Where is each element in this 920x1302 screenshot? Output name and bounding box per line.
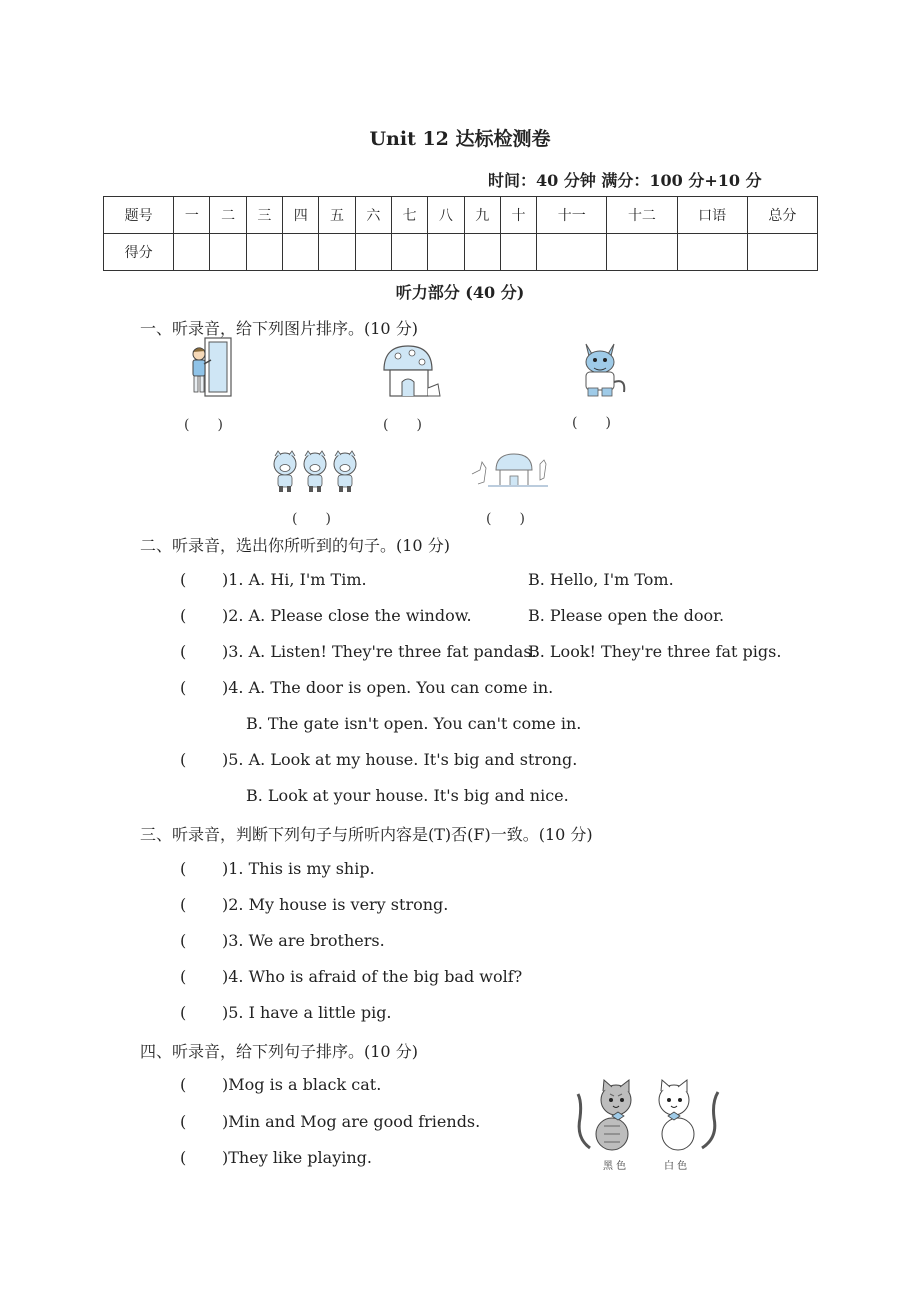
two-cats-icon [574,1078,724,1154]
score-label-cell: 得分 [104,234,174,271]
answer-paren[interactable]: ( [180,1148,187,1167]
s3-q5: )5. I have a little pig. [222,1003,392,1022]
score-header-cell: 一 [174,197,210,234]
score-input-cell[interactable] [391,234,427,271]
score-input-cell[interactable] [677,234,747,271]
score-header-cell: 三 [246,197,282,234]
section2-heading: 二、听录音，选出你所听到的句子。(10 分) [140,536,450,555]
s2-q4-option-a: )4. A. The door is open. You can come in. [222,678,554,697]
s2-q5-option-a: )5. A. Look at my house. It's big and strong. [222,750,578,769]
score-input-cell[interactable] [319,234,355,271]
s3-q4: )4. Who is afraid of the big bad wolf? [222,967,523,986]
s4-q2: )Min and Mog are good friends. [222,1112,481,1131]
answer-paren[interactable]: ( [180,1003,187,1022]
mushroom-house-icon [378,344,444,400]
score-input-cell[interactable] [500,234,536,271]
answer-paren[interactable]: ( [180,1075,187,1094]
answer-blank[interactable]: ( ) [383,417,422,433]
cat-black-caption: 黑 色 [603,1161,627,1172]
three-pigs-icon [270,448,360,494]
score-input-cell[interactable] [246,234,282,271]
wolf-icon [574,338,630,398]
s2-q3-option-a: )3. A. Listen! They're three fat pandas. [222,642,537,661]
answer-paren[interactable]: ( [180,859,187,878]
s2-q2-option-b: B. Please open the door. [528,606,725,625]
answer-blank[interactable]: ( ) [292,511,331,527]
score-header-cell: 四 [283,197,319,234]
section3-heading: 三、听录音，判断下列句子与所听内容是(T)否(F)一致。(10 分) [140,825,593,844]
score-input-cell[interactable] [607,234,677,271]
score-header-cell: 口语 [677,197,747,234]
listening-section-title: 听力部分 (40 分) [395,283,525,302]
score-input-cell[interactable] [747,234,817,271]
page-title: Unit 12 达标检测卷 [369,128,551,150]
score-header-cell: 题号 [104,197,174,234]
score-input-cell[interactable] [537,234,607,271]
answer-blank[interactable]: ( ) [486,511,525,527]
score-header-cell: 十 [500,197,536,234]
score-header-cell: 六 [355,197,391,234]
s4-q1: )Mog is a black cat. [222,1075,382,1094]
answer-paren[interactable]: ( [180,967,187,986]
score-header-cell: 十二 [607,197,677,234]
exam-meta: 时间：40 分钟 满分：100 分+10 分 [488,171,762,190]
s4-q3: )They like playing. [222,1148,372,1167]
score-input-cell[interactable] [283,234,319,271]
score-input-cell[interactable] [174,234,210,271]
score-input-cell[interactable] [464,234,500,271]
score-input-cell[interactable] [428,234,464,271]
s2-q5-option-b: B. Look at your house. It's big and nice. [246,786,569,805]
s2-q1-option-a: )1. A. Hi, I'm Tim. [222,570,367,589]
score-header-cell: 九 [464,197,500,234]
score-header-cell: 总分 [747,197,817,234]
s2-q4-option-b: B. The gate isn't open. You can't come in. [246,714,582,733]
score-header-cell: 五 [319,197,355,234]
answer-paren[interactable]: ( [180,750,187,769]
wolf-and-house-icon [468,450,554,492]
score-value-row [104,234,818,271]
score-header-cell: 二 [210,197,246,234]
answer-paren[interactable]: ( [180,1112,187,1131]
s3-q2: )2. My house is very strong. [222,895,449,914]
answer-blank[interactable]: ( ) [572,415,611,431]
answer-paren[interactable]: ( [180,895,187,914]
score-header-row [104,197,818,234]
cat-white-caption: 白 色 [664,1161,688,1172]
answer-paren[interactable]: ( [180,931,187,950]
answer-paren[interactable]: ( [180,642,187,661]
answer-paren[interactable]: ( [180,570,187,589]
score-table [103,196,818,271]
section1-heading: 一、听录音，给下列图片排序。(10 分) [140,319,418,338]
s3-q3: )3. We are brothers. [222,931,385,950]
answer-paren[interactable]: ( [180,606,187,625]
answer-blank[interactable]: ( ) [184,417,223,433]
score-input-cell[interactable] [355,234,391,271]
section4-heading: 四、听录音，给下列句子排序。(10 分) [140,1042,418,1061]
s2-q1-option-b: B. Hello, I'm Tom. [528,570,674,589]
score-header-cell: 七 [391,197,427,234]
s2-q3-option-b: B. Look! They're three fat pigs. [528,642,782,661]
s2-q2-option-a: )2. A. Please close the window. [222,606,472,625]
boy-at-door-icon [185,336,235,398]
answer-paren[interactable]: ( [180,678,187,697]
score-input-cell[interactable] [210,234,246,271]
s3-q1: )1. This is my ship. [222,859,375,878]
score-header-cell: 八 [428,197,464,234]
score-header-cell: 十一 [537,197,607,234]
